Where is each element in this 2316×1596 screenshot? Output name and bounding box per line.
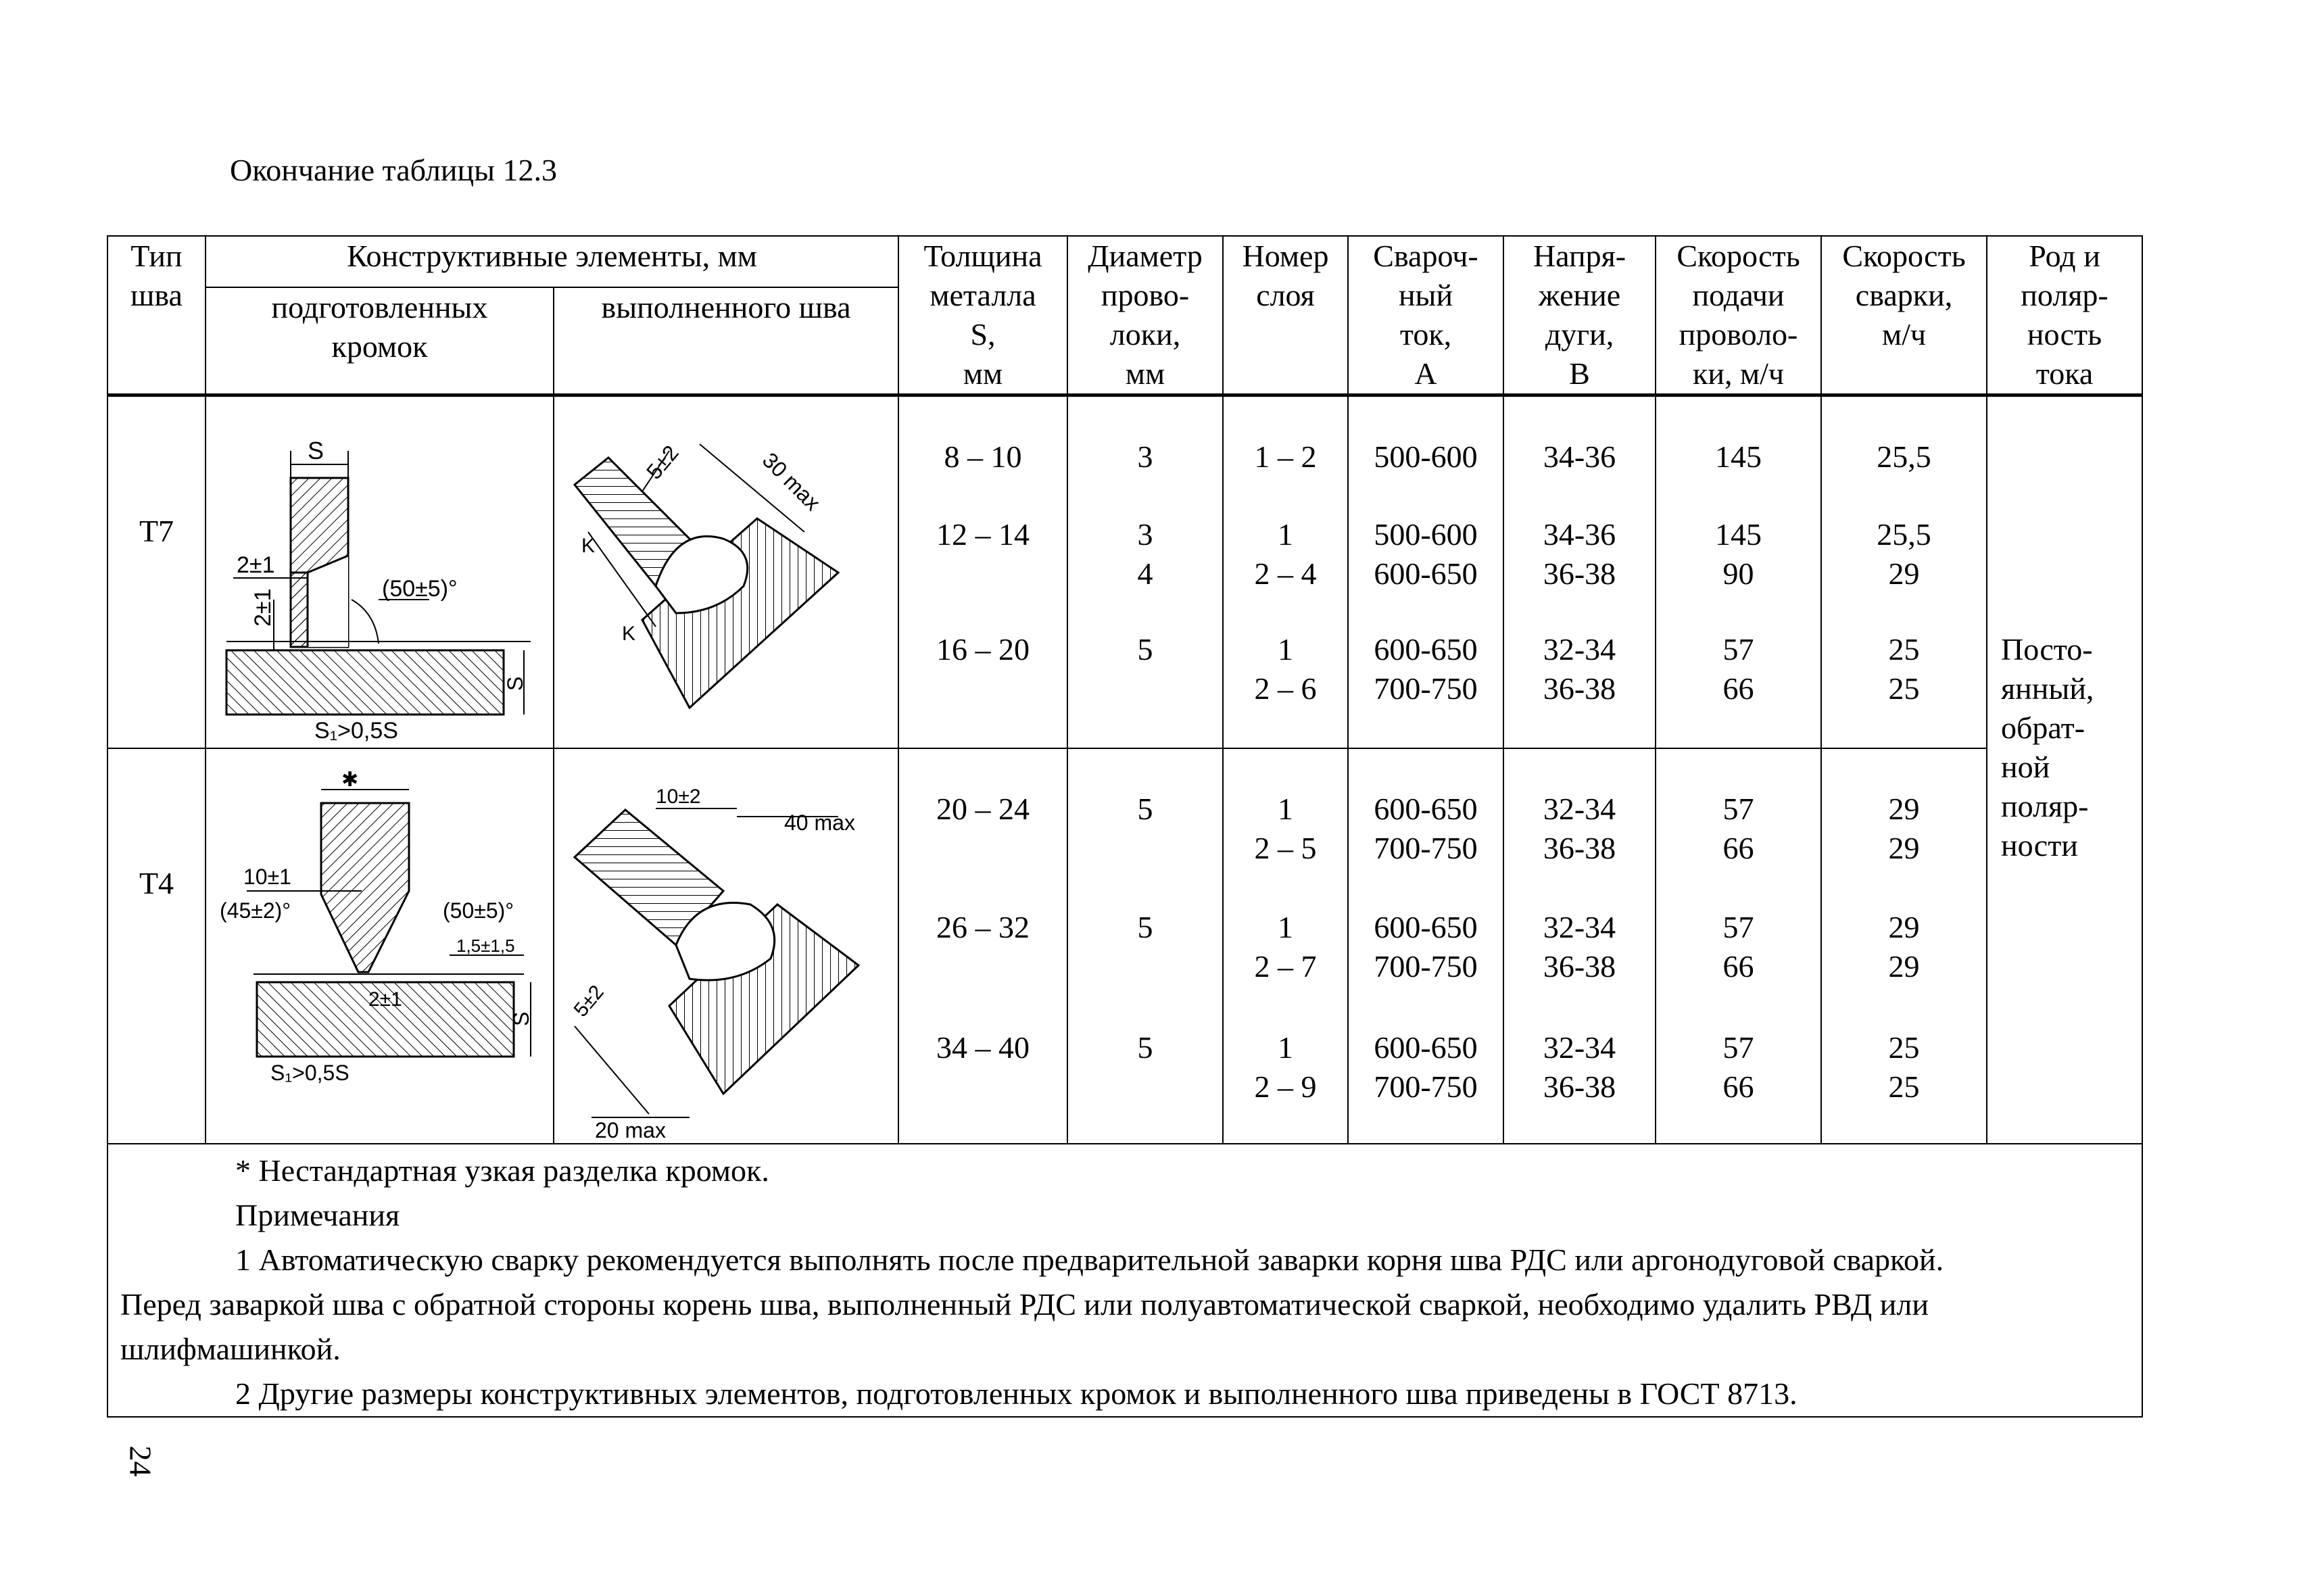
header-polarity: Род и поляр- ность тока bbox=[1987, 236, 2142, 395]
svg-text:S: S bbox=[308, 437, 324, 464]
cell-type-t7: Т7 bbox=[107, 395, 206, 748]
cell-feed-t7: 145 145 90 57 66 bbox=[1656, 395, 1821, 748]
figure-weld-t4 bbox=[554, 748, 898, 1144]
header-current: Свароч- ный ток, А bbox=[1348, 236, 1503, 395]
svg-text:S: S bbox=[503, 676, 527, 691]
figure-prep-t4 bbox=[206, 748, 554, 1144]
note-star: * Нестандартная узкая разделка кромок. bbox=[235, 1153, 769, 1188]
svg-text:1,5±1,5: 1,5±1,5 bbox=[456, 935, 515, 956]
weld-t4-drawing bbox=[554, 749, 899, 1144]
table-notes bbox=[107, 1144, 2142, 1417]
welding-table bbox=[107, 235, 2143, 1418]
note-2: 2 Другие размеры конструктивных элементов, подготовленных кромок и выполненного шва приведены в ГОСТ 8713. bbox=[235, 1376, 1798, 1411]
cell-voltage-t4: 32-34 36-38 32-34 36-38 32-34 36-38 bbox=[1503, 748, 1656, 1144]
page-number: 24 bbox=[123, 1445, 158, 1477]
header-finished: выполненного шва bbox=[554, 287, 898, 395]
cell-polarity: Посто- янный, обрат- ной поляр- ности bbox=[1987, 395, 2142, 1144]
cell-type-t4: Т4 bbox=[107, 748, 206, 1144]
svg-text:S₁>0,5S: S₁>0,5S bbox=[270, 1060, 349, 1085]
cell-speed-t4: 29 29 29 29 25 25 bbox=[1821, 748, 1987, 1144]
header-prepared: подготовленных кромок bbox=[206, 287, 554, 395]
cell-diameter-t4: 5 5 5 bbox=[1067, 748, 1223, 1144]
svg-text:S: S bbox=[509, 1011, 533, 1026]
header-feed: Скорость подачи проволо- ки, м/ч bbox=[1656, 236, 1821, 395]
svg-text:40 max: 40 max bbox=[784, 810, 855, 835]
header-speed: Скорость сварки, м/ч bbox=[1821, 236, 1987, 395]
svg-text:5±2: 5±2 bbox=[569, 980, 608, 1021]
cell-layer-t4: 1 2 – 5 1 2 – 7 1 2 – 9 bbox=[1223, 748, 1348, 1144]
figure-prep-t7 bbox=[206, 395, 554, 748]
svg-text:30 max: 30 max bbox=[757, 448, 825, 516]
cell-thickness-t4: 20 – 24 26 – 32 34 – 40 bbox=[898, 748, 1067, 1144]
prep-t7-drawing bbox=[206, 397, 554, 750]
svg-text:2±1: 2±1 bbox=[368, 988, 402, 1011]
svg-text:2±1: 2±1 bbox=[250, 588, 276, 627]
header-voltage: Напря- жение дуги, В bbox=[1503, 236, 1656, 395]
note-1-first: 1 Автоматическую сварку рекомендуется выполнять после предварительной заварки корня шва РДС или аргонодуговой сваркой. bbox=[235, 1242, 1944, 1277]
cell-thickness-t7: 8 – 10 12 – 14 16 – 20 bbox=[898, 395, 1067, 748]
prep-t4-drawing bbox=[206, 749, 554, 1144]
svg-text:(50±5)°: (50±5)° bbox=[443, 898, 514, 923]
cell-layer-t7: 1 – 2 1 2 – 4 1 2 – 6 bbox=[1223, 395, 1348, 748]
note-1-rest: Перед заваркой шва с обратной стороны корень шва, выполненный РДС или полуавтоматической сваркой, необходимо удалить РВД или шлифмашинкой. bbox=[120, 1286, 1929, 1366]
svg-text:(45±2)°: (45±2)° bbox=[220, 898, 291, 923]
svg-text:20 max: 20 max bbox=[595, 1117, 666, 1142]
cell-current-t4: 600-650 700-750 600-650 700-750 600-650 700-750 bbox=[1348, 748, 1503, 1144]
notes-title: Примечания bbox=[235, 1197, 400, 1232]
svg-text:K: K bbox=[622, 623, 636, 645]
svg-text:5±2: 5±2 bbox=[642, 440, 683, 484]
header-thickness: Толщина металла S, мм bbox=[898, 236, 1067, 395]
table-row-t4 bbox=[107, 748, 2142, 1144]
cell-current-t7: 500-600 500-600 600-650 600-650 700-750 bbox=[1348, 395, 1503, 748]
svg-text:(50±5)°: (50±5)° bbox=[382, 576, 458, 602]
cell-diameter-t7: 3 3 4 5 bbox=[1067, 395, 1223, 748]
header-type: Тип шва bbox=[107, 236, 206, 395]
weld-t7-drawing bbox=[554, 397, 899, 750]
table-caption: Окончание таблицы 12.3 bbox=[230, 153, 557, 187]
svg-text:2±1: 2±1 bbox=[237, 552, 275, 578]
figure-weld-t7 bbox=[554, 395, 898, 748]
svg-text:✱: ✱ bbox=[341, 768, 359, 791]
header-diameter: Диаметр прово- локи, мм bbox=[1067, 236, 1223, 395]
svg-text:10±2: 10±2 bbox=[656, 785, 701, 808]
svg-text:K: K bbox=[581, 535, 596, 557]
header-layer: Номер слоя bbox=[1223, 236, 1348, 395]
cell-voltage-t7: 34-36 34-36 36-38 32-34 36-38 bbox=[1503, 395, 1656, 748]
cell-speed-t7: 25,5 25,5 29 25 25 bbox=[1821, 395, 1987, 748]
header-constr: Конструктивные элементы, мм bbox=[206, 236, 898, 287]
cell-feed-t4: 57 66 57 66 57 66 bbox=[1656, 748, 1821, 1144]
table-row-t7 bbox=[107, 395, 2142, 748]
svg-text:S₁>0,5S: S₁>0,5S bbox=[314, 718, 398, 744]
svg-text:10±1: 10±1 bbox=[243, 864, 291, 889]
